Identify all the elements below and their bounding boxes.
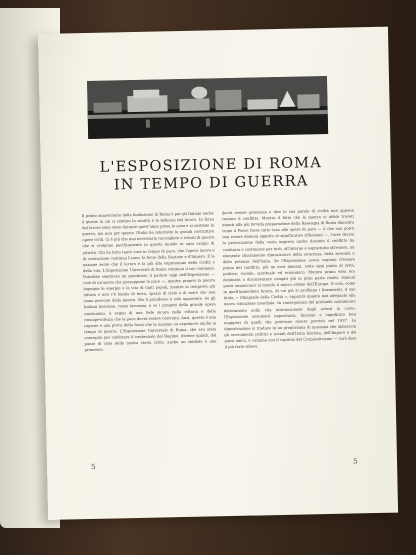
book-page: [38, 27, 398, 520]
title-line-2: IN TEMPO DI GUERRA: [113, 173, 309, 194]
column-right: [222, 207, 359, 472]
page-number-right: 5: [352, 457, 358, 466]
title-line-1: L'ESPOSIZIONE DI ROMA: [99, 155, 323, 176]
page-number-left: 5: [90, 462, 96, 471]
exposition-panorama-photo: [87, 76, 328, 139]
article-title: [81, 154, 342, 195]
column-left: [82, 210, 219, 475]
column-left-text: Il primo anniversario della fondazione di Roma è per gli Italiani anche il giorno in cui si celebra la santità e la bellezza del lavoro. In forza del lavoro sono state durante quest'anno prese le armi e si sostiene la guerra, ma non per questo l'Italia ha interrotto le grandi costruttive opere civili. Ci è più che mai necessario raccogliere e tributi di guerra che si svolgono pacificamente in questo mondo in ogni campo di attività. Chi ha fatto tante cose in tempo di pace, che l'opera nuova e di costruzione continua l'anno, le forze della Nazione e d'Impero. E la nazione sente che il lavoro è la più alta espressione della civiltà e della vita. L'Esposizione Universale di Roma continua il suo cammino. Potrebbe sembrare un paradosso il parlare oggi dell'Esposizione — cioè di un'opera che presuppone la pace —, mentre proprio la guerra impegna le energie e la vita di tanti popoli, mentre la tempesta più infuria e non c'è lembo di terra, spazio di cielo o di mare che non siano percorsi dalla guerra. Ma il paradosso è solo apparente. Se gli Italiani lavorano, come lavorano, e se i progetti della grande opera continuano, è segno di una fede sicura nella vittoria e della consapevolezza che la pace dovrà essere costruita. Anzi, questa è una ragione e una prova della forza che la nazione sa esprimere anche in tempo di guerra. L'Esposizione Universale di Roma, che era stata concepita per celebrare il ventennale del Regime, diviene quindi, dal punto di vista della nostra storia civile, anche un simbolo e una promessa.: [81, 211, 217, 353]
article-columns: [82, 207, 359, 475]
column-right-text: dovrà essere promessa e dire la sua parola di civiltà non appena cessato il conflitto. Mentre il fatto che la guerra ci abbia trovati intenti alla più fervida preparazione della Rassegna di Roma dimostra come il Paese fosse tutto teso alle opere di pace — il che non potrà non essere domani oggetto di significative riflessioni —, l'aver deciso la prosecuzione della vasta impresa anche durante il conflitto ha costituito e costituisce per tutti, all'interno e soprattutto all'estero, un elemento chiaramente dimostrativo della sicurezza, della serenità e della potenza dell'Italia. Se l'Esposizione aveva ragione d'essere prima del conflitto, più ne avrà domani, sotto ogni punto di vista: politico, sociale, spirituale ed economico. Mentre prima essa era destinata a documentare compiti già in gran parte risolti, domani potrà annunciare al mondo il nuovo ordine dell'Europa. E così, come in quell'immediato futuro, di cui già si profilano i lineamenti, il suo titolo, « Olimpiade della Civiltà », apparirà quanto mai adeguato alla nuova situazione mondiale. In conseguenza del profondo mutamento determinato nella vita internazionale dagli eventi in corso, l'Esposizione assumerà importanza, funzioni e significato ben maggiori di quelli che potevano essere previsti nel 1937. La dimostrazione si traduce in un programma di massima che abbraccia gli avvenimenti politici e sociali dell'Italia fascista, dell'Impero e dei paesi amici, e culmina con il capitolo del Corporativismo — sarà dato il più forte rilievo.: [221, 208, 357, 350]
